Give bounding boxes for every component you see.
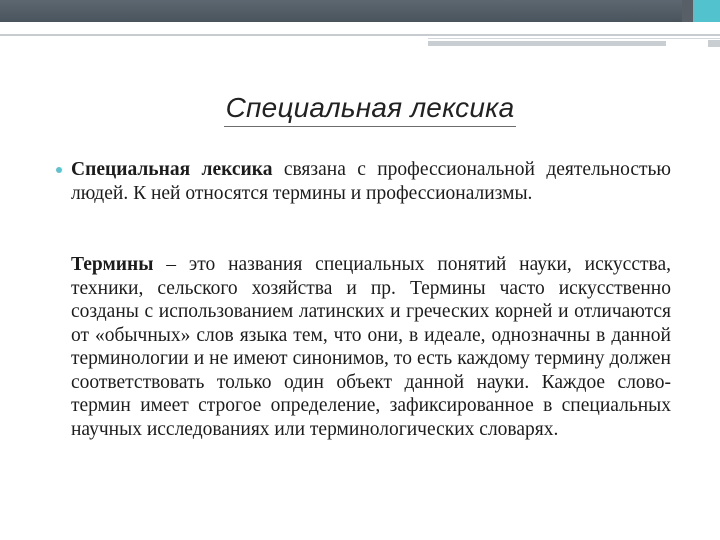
slide-title-text: Специальная лексика [224,92,517,127]
header-rule-accent [428,41,666,46]
header-accent-gray [682,0,693,22]
paragraph-special-vocabulary [71,158,671,205]
term-special-vocabulary: Специальная лексика [71,159,273,180]
bullet-dot-icon [56,167,62,173]
paragraph2-text: – это названия специальных понятий науки, искусства, техники, сельского хозяйства и пр. Термины часто искусственно созданы с использованием латинских и греческих корней и отличаются от «обычных» слов языка тем, что они, в идеале, однозначны в данной терминологии и не имеют синонимов, то есть каждому термину должен соответствовать только один объект данной науки. Каждое слово-термин имеет строгое определение, зафиксированное в специальных научных исследованиях или терминологических словарях. [71,254,671,440]
header-rule-thin [428,38,720,39]
header-rule-end [708,40,720,47]
header-rule [0,34,720,36]
paragraph1-text: связана с профессиональной деятельностью людей. К ней относятся термины и профессионализмы. [71,159,671,204]
header-bar [0,0,720,22]
term-terms: Термины [71,254,154,275]
slide-title [0,92,720,127]
header-accent-teal [693,0,720,22]
paragraph-terms [71,253,671,441]
